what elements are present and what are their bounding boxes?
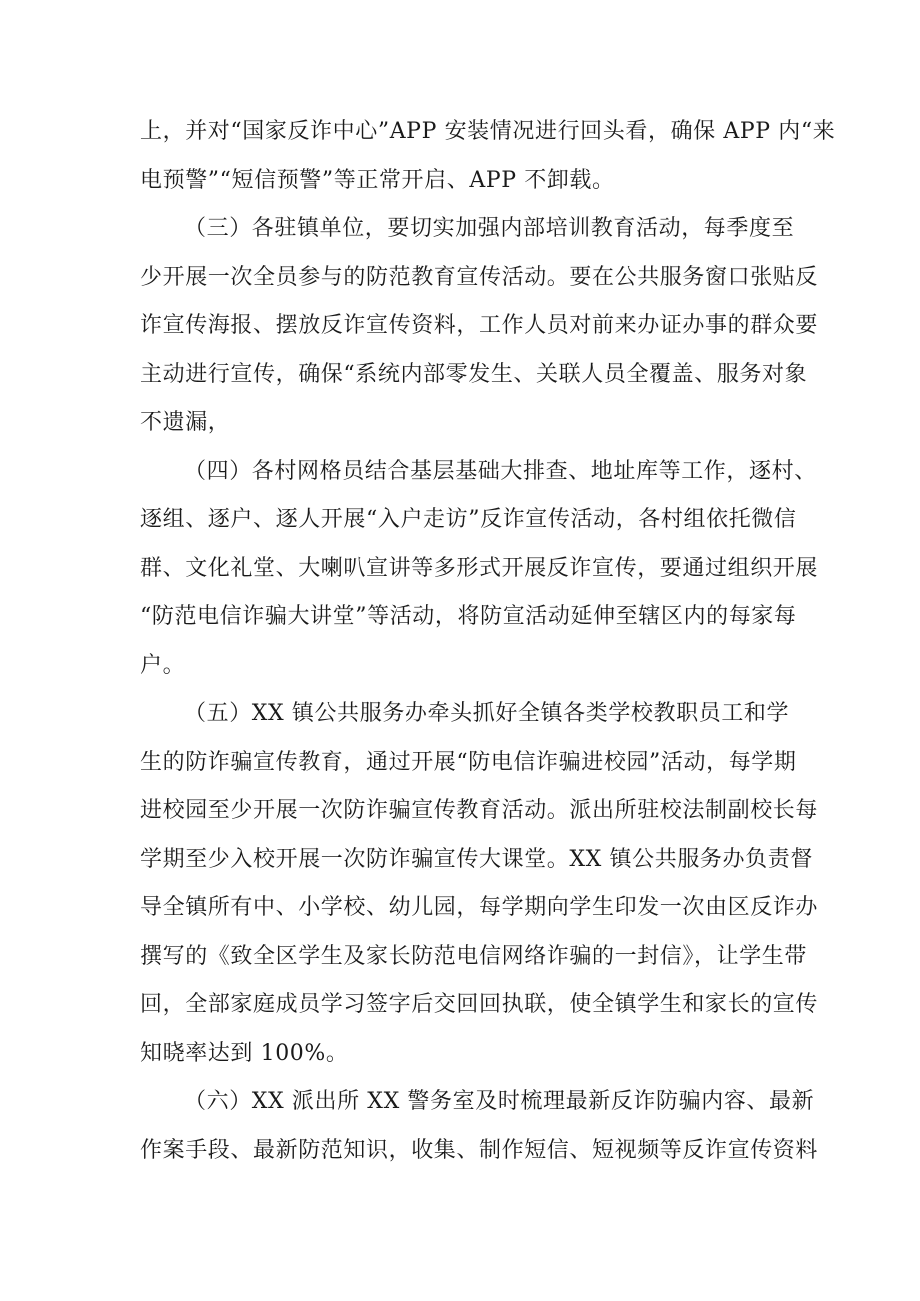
text-line: “防范电信诈骗大讲堂”等活动，将防宣活动延伸至辖区内的每家每 <box>140 604 797 629</box>
text-line: 上，并对“国家反诈中心”APP 安装情况进行回头看，确保 APP 内“来 <box>140 119 836 144</box>
text-line: 进校园至少开展一次防诈骗宣传教育活动。派出所驻校法制副校长每 <box>140 798 819 823</box>
text-line: （四）各村网格员结合基层基础大排查、地址库等工作，逐村、 <box>184 458 817 484</box>
text-line: 生的防诈骗宣传教育，通过开展“防电信诈骗进校园”活动，每学期 <box>140 749 797 775</box>
text-line: （三）各驻镇单位，要切实加强内部培训教育活动，每季度至 <box>184 216 795 241</box>
text-line: 撰写的《致全区学生及家长防范电信网络诈骗的一封信》，让学生带 <box>140 943 808 969</box>
text-line: 知晓率达到 100%。 <box>140 1040 349 1066</box>
text-line: 逐组、逐户、逐人开展“入户走访”反诈宣传活动，各村组依托微信 <box>140 507 797 532</box>
text-line: 回，全部家庭成员学习签字后交回回执联，使全镇学生和家长的宣传 <box>140 992 819 1017</box>
text-line: 导全镇所有中、小学校、幼儿园，每学期向学生印发一次由区反诈办 <box>140 895 819 920</box>
text-line: 学期至少入校开展一次防诈骗宣传大课堂。XX 镇公共服务办负责督 <box>140 846 813 872</box>
text-line: 电预警”“短信预警”等正常开启、APP 不卸载。 <box>140 167 615 193</box>
text-line: 少开展一次全员参与的防范教育宣传活动。要在公共服务窗口张贴反 <box>140 264 819 290</box>
text-line: （五）XX 镇公共服务办牵头抓好全镇各类学校教职员工和学 <box>184 701 790 726</box>
text-line: 诈宣传海报、摆放反诈宣传资料，工作人员对前来办证办事的群众要 <box>140 313 819 338</box>
text-line: 作案手段、最新防范知识，收集、制作短信、短视频等反诈宣传资料 <box>140 1137 819 1163</box>
text-line: （六）XX 派出所 XX 警务室及时梳理最新反诈防骗内容、最新 <box>184 1089 815 1114</box>
document-body <box>140 108 836 1175</box>
text-line: 不遗漏， <box>140 410 231 435</box>
text-line: 户。 <box>140 652 186 678</box>
text-line: 主动进行宣传，确保“系统内部零发生、关联人员全覆盖、服务对象 <box>140 361 808 387</box>
text-line: 群、文化礼堂、大喇叭宣讲等多形式开展反诈宣传，要通过组织开展 <box>140 555 819 581</box>
